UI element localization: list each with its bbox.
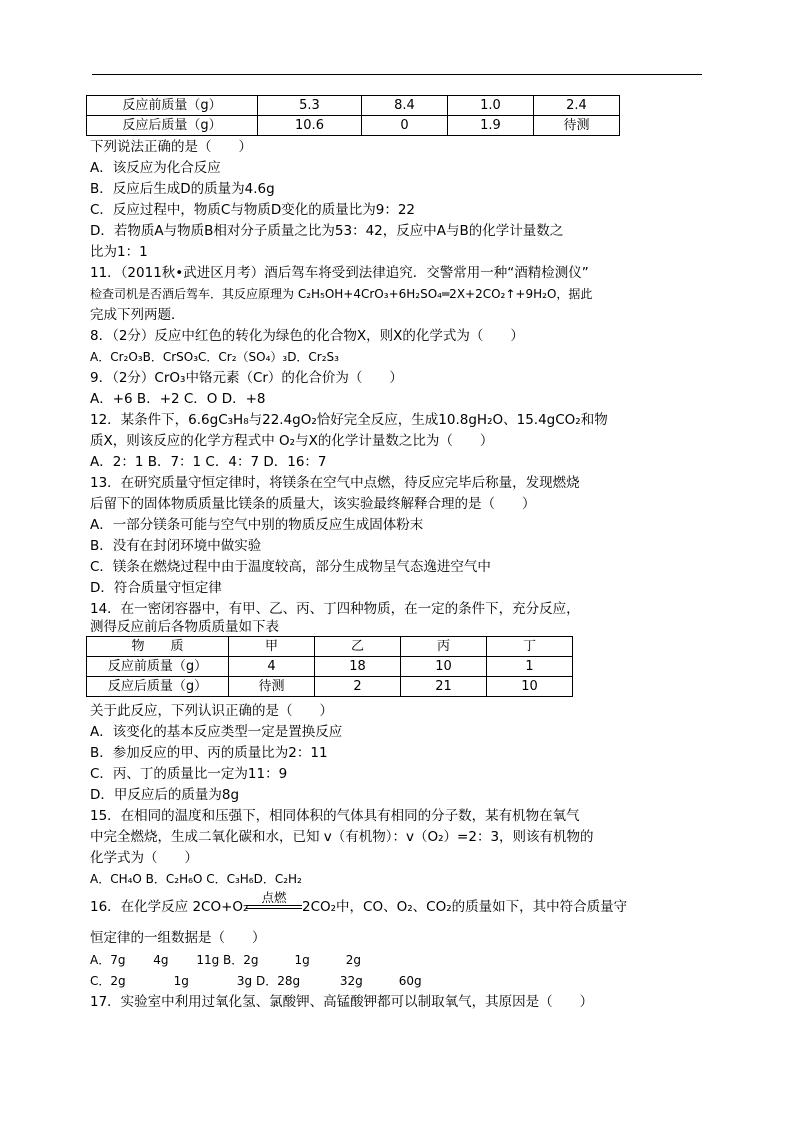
table-cell: 甲 — [229, 637, 315, 657]
question-17: 17．实验室中利用过氧化氢、氯酸钾、高锰酸钾都可以制取氧气，其原因是（ ） — [90, 994, 594, 1010]
table-row — [87, 677, 573, 697]
text-line: D．甲反应后的质量为8g — [90, 787, 240, 803]
text-line: C．反应过程中，物质C与物质D变化的质量比为9：22 — [90, 202, 416, 218]
table-cell: 物 质 — [87, 637, 229, 657]
reaction-condition: 点燃 — [261, 890, 287, 905]
text-line: 11．（2011秋•武进区月考）酒后驾车将受到法律追究．交警常用一种“酒精检测仪” — [90, 265, 589, 281]
text-line: D．若物质A与物质B相对分子质量之比为53：42，反应中A与B的化学计量数之 — [90, 223, 564, 239]
mass-table-2 — [86, 636, 573, 697]
table-cell: 待测 — [229, 677, 315, 697]
table-cell: 1.0 — [448, 96, 534, 116]
table-cell: 8.4 — [362, 96, 448, 116]
table-cell: 反应后质量（g） — [87, 116, 258, 136]
text-line: 13．在研究质量守恒定律时，将镁条在空气中点燃，待反应完毕后称量，发现燃烧 — [90, 475, 580, 491]
text-line: 完成下列两题． — [90, 307, 185, 323]
text-line: 检查司机是否酒后驾车．其反应原理为 C₂H₅OH+4CrO₃+6H₂SO₄═2X+2CO₂↑+9H₂O，据此 — [90, 287, 593, 301]
table-cell: 丙 — [401, 637, 487, 657]
text-line: 测得反应前后各物质质量如下表 — [90, 619, 279, 635]
table-cell: 2.4 — [534, 96, 620, 116]
text-line: C．2g 1g 3g D．28g 32g 60g — [90, 974, 422, 988]
table-row — [87, 637, 573, 657]
table-row — [87, 116, 620, 136]
text-line: 中完全燃烧，生成二氧化碳和水，已知 v（有机物）：v（O₂）=2：3，则该有机物的 — [90, 829, 594, 845]
text-line: B．参加反应的甲、丙的质量比为2：11 — [90, 745, 328, 761]
text-line: 12．某条件下，6.6gC₃H₈与22.4gO₂恰好完全反应，生成10.8gH₂O、15.4gCO₂和物 — [90, 412, 608, 428]
table-cell: 18 — [315, 657, 401, 677]
text-line: A．2：1 B．7：1 C．4：7 D．16：7 — [90, 454, 327, 470]
table-cell: 2 — [315, 677, 401, 697]
text-line: 16．在化学反应 2CO+O₂ — [90, 899, 249, 915]
header-rule — [92, 74, 702, 75]
table-cell: 4 — [229, 657, 315, 677]
text-line: 比为1：1 — [90, 244, 148, 260]
text-line: 下列说法正确的是（ ） — [90, 139, 252, 155]
text-line: A．7g 4g 11g B．2g 1g 2g — [90, 953, 362, 967]
text-line: 8．（2分）反应中红色的转化为绿色的化合物X，则X的化学式为（ ） — [90, 328, 524, 344]
text-line: 后留下的固体物质质量比镁条的质量大，该实验最终解释合理的是（ ） — [90, 496, 536, 512]
table-cell: 反应前质量（g） — [87, 96, 258, 116]
table-cell: 1.9 — [448, 116, 534, 136]
text-line: D．符合质量守恒定律 — [90, 580, 222, 596]
text-line: A．一部分镁条可能与空气中别的物质反应生成固体粉末 — [90, 517, 424, 533]
text-line: C．镁条在燃烧过程中由于温度较高，部分生成物呈气态逸进空气中 — [90, 559, 491, 575]
equals-bar — [246, 908, 302, 909]
text-line: A．CH₄O B．C₂H₆O C．C₃H₆D．C₂H₂ — [90, 872, 302, 886]
table-cell: 0 — [362, 116, 448, 136]
text-line: 2CO₂中，CO、O₂、CO₂的质量如下，其中符合质量守 — [302, 899, 628, 915]
text-line: 质X，则该反应的化学方程式中 O₂与X的化学计量数之比为（ ） — [90, 433, 494, 449]
text-line: A．该变化的基本反应类型一定是置换反应 — [90, 724, 343, 740]
text-line: B．反应后生成D的质量为4.6g — [90, 181, 275, 197]
mass-table-1 — [86, 95, 620, 136]
text-line: 化学式为（ ） — [90, 850, 198, 866]
table-cell: 10 — [487, 677, 573, 697]
table-cell: 10.6 — [258, 116, 362, 136]
table-cell: 21 — [401, 677, 487, 697]
table-cell: 待测 — [534, 116, 620, 136]
text-line: B．没有在封闭环境中做实验 — [90, 538, 262, 554]
table-cell: 反应前质量（g） — [87, 657, 229, 677]
table-row — [87, 96, 620, 116]
text-line: 恒定律的一组数据是（ ） — [90, 930, 266, 946]
equals-bar — [246, 905, 302, 906]
table-row — [87, 657, 573, 677]
table-cell: 10 — [401, 657, 487, 677]
text-line: A．该反应为化合反应 — [90, 160, 221, 176]
text-line: 关于此反应，下列认识正确的是（ ） — [90, 703, 333, 719]
text-line: 9．（2分）CrO₃中铬元素（Cr）的化合价为（ ） — [90, 370, 403, 386]
text-line: 14．在一密闭容器中，有甲、乙、丙、丁四种物质，在一定的条件下，充分反应， — [90, 601, 580, 617]
table-cell: 反应后质量（g） — [87, 677, 229, 697]
text-line: C．丙、丁的质量比一定为11：9 — [90, 766, 288, 782]
table-cell: 丁 — [487, 637, 573, 657]
table-cell: 1 — [487, 657, 573, 677]
text-line: A．+6 B．+2 C．O D．+8 — [90, 391, 266, 407]
text-line: 15．在相同的温度和压强下，相同体积的气体具有相同的分子数，某有机物在氧气 — [90, 808, 580, 824]
table-cell: 5.3 — [258, 96, 362, 116]
text-line: A．Cr₂O₃B．CrSO₃C．Cr₂（SO₄）₃D．Cr₂S₃ — [90, 350, 339, 364]
table-cell: 乙 — [315, 637, 401, 657]
